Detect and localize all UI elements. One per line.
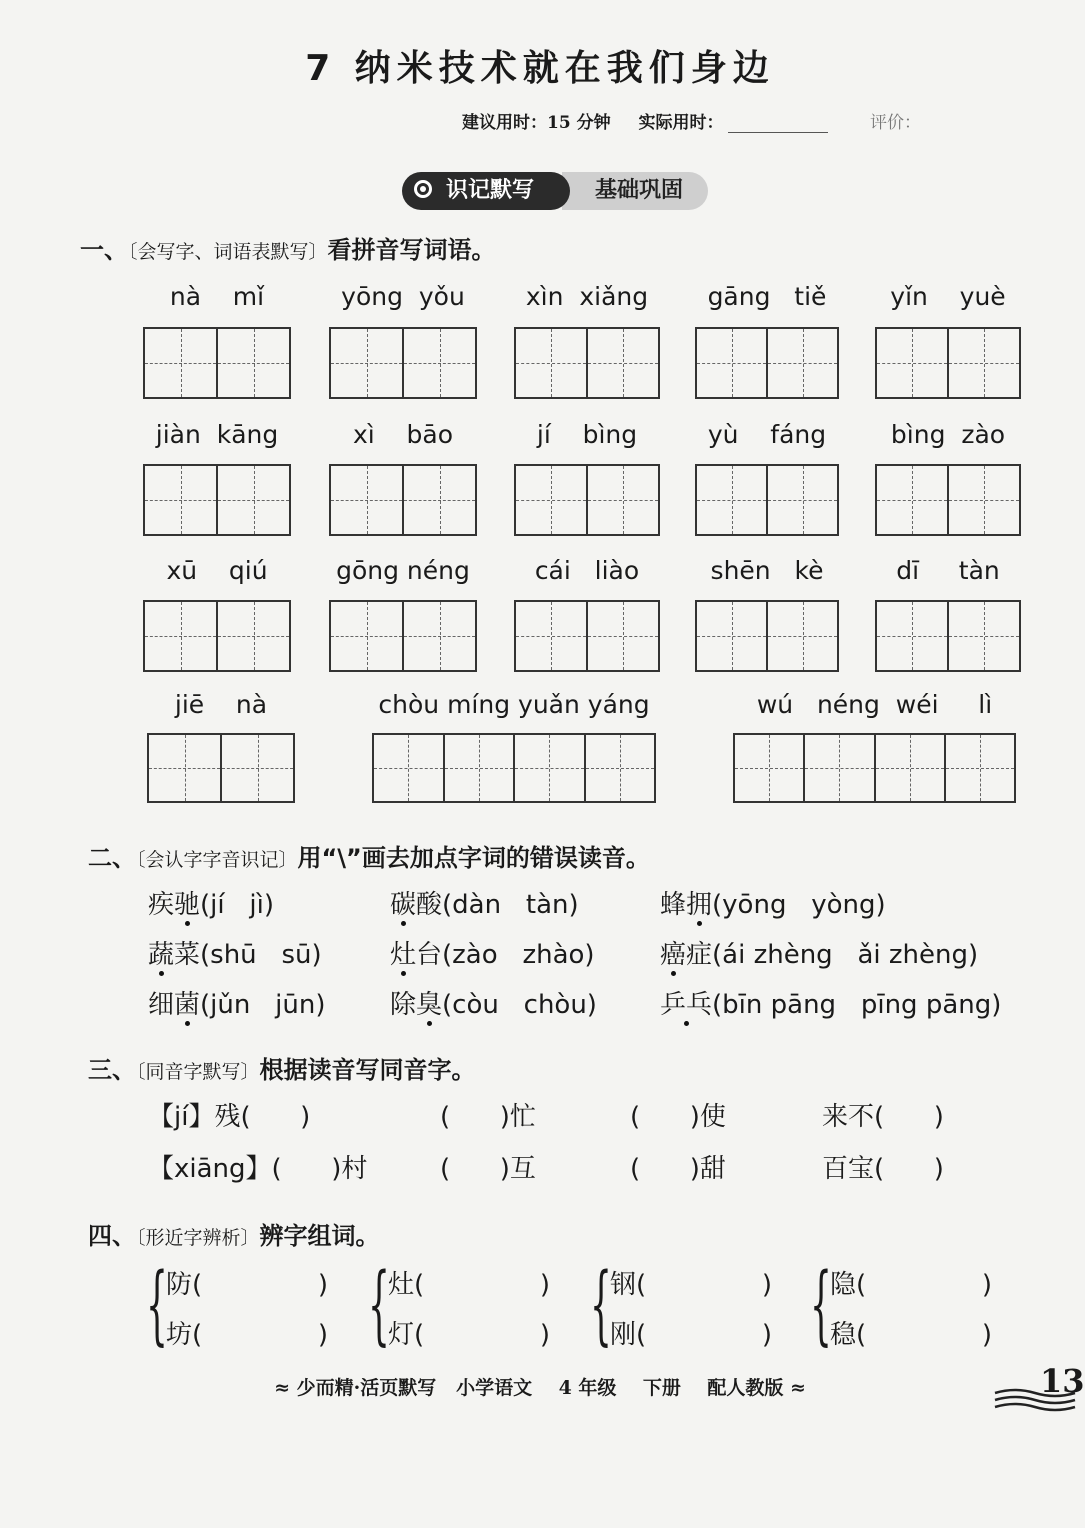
writing-grid[interactable]: [875, 464, 1021, 536]
homophone-blank[interactable]: ( )互: [440, 1154, 536, 1184]
grid-cell[interactable]: [877, 602, 947, 670]
pronunciation-item: [148, 884, 274, 921]
writing-grid[interactable]: [143, 327, 291, 399]
pinyin-label: chòu míng yuǎn yáng: [378, 690, 650, 719]
homophone-blank[interactable]: ( )使: [630, 1102, 726, 1132]
grid-cell[interactable]: [331, 329, 402, 397]
wave-decoration-icon: [990, 1385, 1080, 1415]
grid-cell[interactable]: [516, 329, 586, 397]
brace-icon: {: [810, 1255, 832, 1355]
word-group-blank[interactable]: 防( ): [166, 1270, 328, 1300]
actual-time-label: 实际用时：: [638, 113, 724, 133]
grid-cell[interactable]: [145, 329, 216, 397]
section3-heading: [88, 1050, 476, 1085]
pinyin-label: yǐn yuè: [890, 282, 1006, 311]
pinyin-label: xìn xiǎng: [525, 282, 649, 311]
section1-number: 一、: [80, 236, 128, 264]
page-number: 13: [1040, 1362, 1085, 1400]
pinyin-label: gōng néng: [336, 556, 470, 585]
section2-heading: [88, 838, 650, 873]
reading-options[interactable]: 症(ái zhèng ǎi zhèng): [686, 940, 979, 970]
dotted-character: 臭: [416, 990, 443, 1020]
grid-cell[interactable]: [874, 735, 944, 801]
dotted-character: 驰: [174, 890, 201, 920]
pinyin-label: gāng tiě: [707, 282, 827, 311]
section1-heading: [80, 230, 496, 265]
grid-cell[interactable]: [516, 602, 586, 670]
reading-options[interactable]: 菜(shū sū): [174, 940, 322, 970]
word-group-blank[interactable]: 钢( ): [610, 1270, 772, 1300]
badge-eye-icon: [414, 180, 432, 198]
grid-cell[interactable]: [145, 602, 216, 670]
grid-cell[interactable]: [374, 735, 443, 801]
writing-grid[interactable]: [514, 327, 660, 399]
suggested-time: 建议用时：15 分钟: [462, 113, 611, 133]
reading-options[interactable]: (yōng yòng): [712, 890, 886, 920]
homophone-blank[interactable]: 百宝( ): [822, 1154, 944, 1184]
badge-memorize-label: 识记默写: [446, 178, 535, 203]
homophone-blank[interactable]: 【jí】残( ): [148, 1102, 311, 1132]
section2-number: 二、: [88, 844, 136, 872]
word-part: 除: [390, 990, 417, 1020]
dotted-character: 碳: [390, 890, 417, 920]
pinyin-label: jiē nà: [174, 690, 268, 719]
pronunciation-item: [390, 884, 579, 921]
reading-options[interactable]: (bīn pāng pīng pāng): [712, 990, 1002, 1020]
grid-cell[interactable]: [947, 329, 1019, 397]
writing-grid[interactable]: [514, 464, 660, 536]
word-part: 蜂: [660, 890, 687, 920]
grid-cell[interactable]: [402, 602, 475, 670]
grid-cell[interactable]: [586, 466, 658, 534]
homophone-blank[interactable]: ( )甜: [630, 1154, 726, 1184]
section2-tag: 〔会认字字音识记〕: [136, 849, 298, 871]
pronunciation-item: [660, 934, 978, 971]
grid-cell[interactable]: [216, 602, 289, 670]
word-group-blank[interactable]: 稳( ): [830, 1320, 992, 1350]
section4-number: 四、: [88, 1222, 136, 1250]
pronunciation-item: [148, 984, 325, 1021]
section2-instruction: 用“\”画去加点字词的错误读音。: [297, 844, 650, 872]
grid-cell[interactable]: [766, 329, 837, 397]
actual-time-blank[interactable]: [728, 114, 828, 133]
grid-cell[interactable]: [443, 735, 514, 801]
word-part: 疾: [148, 890, 175, 920]
grid-cell[interactable]: [735, 735, 803, 801]
dotted-character: 蔬: [148, 940, 175, 970]
word-part: 细: [148, 990, 175, 1020]
pronunciation-item: [148, 934, 322, 971]
pinyin-label: cái liào: [534, 556, 640, 585]
grid-cell[interactable]: [145, 466, 216, 534]
pinyin-label: yōng yǒu: [341, 282, 465, 311]
reading-options[interactable]: (còu chòu): [442, 990, 597, 1020]
grid-cell[interactable]: [766, 466, 837, 534]
pronunciation-item: [660, 884, 886, 921]
grid-cell[interactable]: [584, 735, 655, 801]
dotted-character: 菌: [174, 990, 201, 1020]
badge-foundation: 基础巩固: [562, 172, 708, 210]
grid-cell[interactable]: [877, 466, 947, 534]
pinyin-label: dī tàn: [896, 556, 1000, 585]
homophone-blank[interactable]: ( )忙: [440, 1102, 536, 1132]
reading-options[interactable]: (jí jì): [200, 890, 275, 920]
grid-cell[interactable]: [402, 329, 475, 397]
grid-cell[interactable]: [216, 466, 289, 534]
section4-tag: 〔形近字辨析〕: [136, 1227, 260, 1249]
pinyin-label: bìng zào: [890, 420, 1006, 449]
pronunciation-item: [660, 984, 1001, 1021]
writing-grid[interactable]: [147, 733, 295, 803]
writing-grid[interactable]: [372, 733, 656, 803]
grid-cell[interactable]: [697, 466, 766, 534]
dotted-character: 拥: [686, 890, 713, 920]
grid-cell[interactable]: [331, 466, 402, 534]
grid-cell[interactable]: [803, 735, 873, 801]
brace-icon: {: [368, 1255, 390, 1355]
pinyin-label: xū qiú: [166, 556, 268, 585]
dotted-character: 乒乓: [660, 990, 713, 1020]
brace-icon: {: [590, 1255, 612, 1355]
pinyin-label: shēn kè: [710, 556, 824, 585]
dotted-character: 灶: [390, 940, 417, 970]
rating-label: 评价：: [870, 113, 921, 133]
grid-cell[interactable]: [697, 329, 766, 397]
writing-grid[interactable]: [875, 327, 1021, 399]
section1-instruction: 看拼音写词语。: [327, 236, 496, 264]
word-group-blank[interactable]: 灯( ): [388, 1320, 550, 1350]
pinyin-label: xì bāo: [352, 420, 453, 449]
pinyin-label: nà mǐ: [169, 282, 265, 311]
timing-info: [462, 108, 828, 133]
writing-grid[interactable]: [329, 327, 477, 399]
grid-cell[interactable]: [513, 735, 584, 801]
homophone-blank[interactable]: 来不( ): [822, 1102, 944, 1132]
pinyin-label: wú néng wéi lì: [756, 690, 993, 719]
pinyin-label: jí bìng: [536, 420, 638, 449]
reading-options[interactable]: 酸(dàn tàn): [416, 890, 579, 920]
homophone-blank[interactable]: 【xiāng】( )村: [148, 1154, 368, 1184]
grid-cell[interactable]: [947, 466, 1019, 534]
writing-grid[interactable]: [514, 600, 660, 672]
grid-cell[interactable]: [516, 466, 586, 534]
writing-grid[interactable]: [329, 464, 477, 536]
writing-grid[interactable]: [875, 600, 1021, 672]
pronunciation-item: [390, 934, 595, 971]
section1-tag: 〔会写字、词语表默写〕: [128, 241, 328, 263]
writing-grid[interactable]: [143, 600, 291, 672]
writing-grid[interactable]: [733, 733, 1016, 803]
pronunciation-item: [390, 984, 597, 1021]
grid-cell[interactable]: [216, 329, 289, 397]
pinyin-label: jiàn kāng: [155, 420, 279, 449]
grid-cell[interactable]: [697, 602, 766, 670]
section4-instruction: 辨字组词。: [259, 1222, 380, 1250]
writing-grid[interactable]: [695, 327, 839, 399]
grid-cell[interactable]: [331, 602, 402, 670]
section-badge: [402, 172, 708, 210]
grid-cell[interactable]: [149, 735, 220, 801]
word-group-blank[interactable]: 灶( ): [388, 1270, 550, 1300]
page-title: 7 纳米技术就在我们身边: [305, 48, 775, 89]
dotted-character: 癌: [660, 940, 687, 970]
writing-grid[interactable]: [143, 464, 291, 536]
section3-instruction: 根据读音写同音字。: [259, 1056, 476, 1084]
reading-options[interactable]: (jǔn jūn): [200, 990, 326, 1020]
grid-cell[interactable]: [586, 329, 658, 397]
section3-tag: 〔同音字默写〕: [136, 1061, 260, 1083]
writing-grid[interactable]: [329, 600, 477, 672]
grid-cell[interactable]: [766, 602, 837, 670]
grid-cell[interactable]: [877, 329, 947, 397]
writing-grid[interactable]: [695, 600, 839, 672]
grid-cell[interactable]: [220, 735, 293, 801]
brace-icon: {: [146, 1255, 168, 1355]
grid-cell[interactable]: [586, 602, 658, 670]
word-group-blank[interactable]: 坊( ): [166, 1320, 328, 1350]
grid-cell[interactable]: [947, 602, 1019, 670]
word-group-blank[interactable]: 刚( ): [610, 1320, 772, 1350]
section3-number: 三、: [88, 1056, 136, 1084]
badge-memorize: [402, 172, 570, 210]
writing-grid[interactable]: [695, 464, 839, 536]
pinyin-label: yù fáng: [707, 420, 827, 449]
page-footer: ≈ 少而精·活页默写 小学语文 4 年级 下册 配人教版 ≈: [274, 1377, 806, 1399]
section4-heading: [88, 1216, 380, 1251]
reading-options[interactable]: 台(zào zhào): [416, 940, 595, 970]
grid-cell[interactable]: [944, 735, 1014, 801]
word-group-blank[interactable]: 隐( ): [830, 1270, 992, 1300]
grid-cell[interactable]: [402, 466, 475, 534]
